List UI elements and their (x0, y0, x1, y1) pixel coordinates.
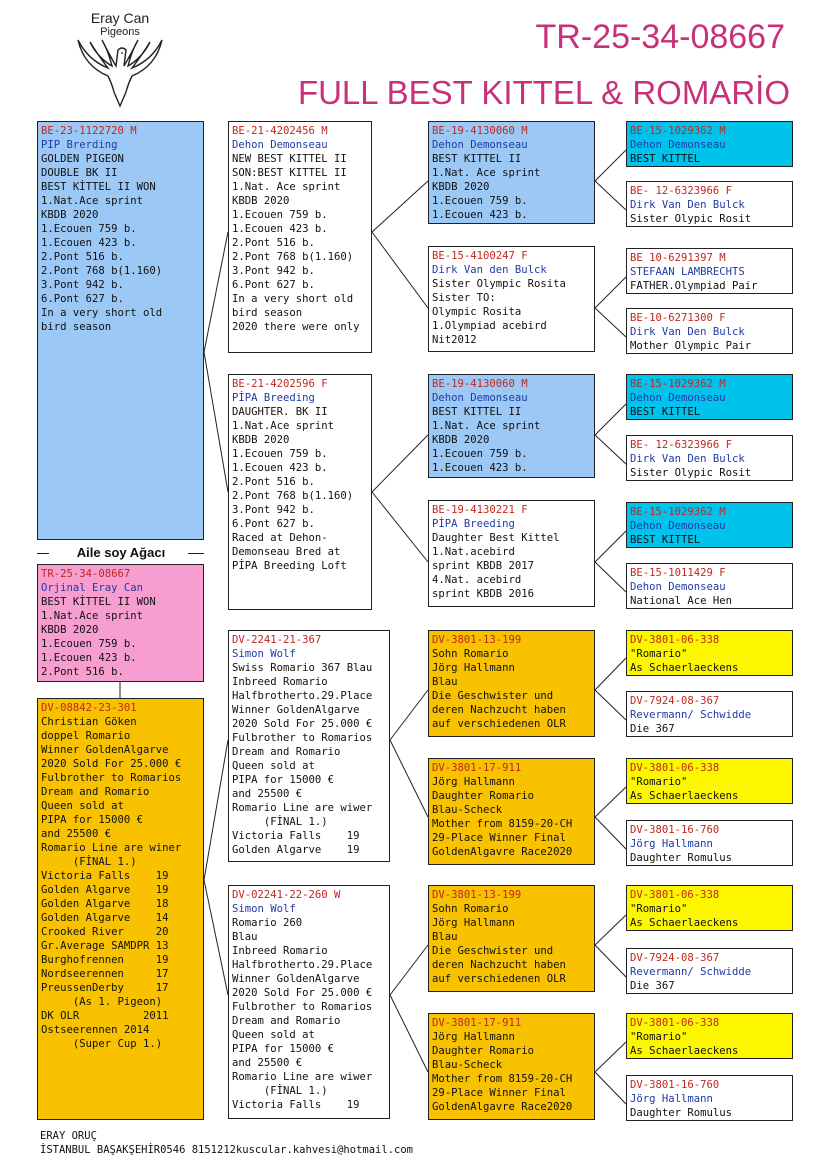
gen4-card-16 (626, 1075, 793, 1121)
gen4-card-10 (626, 691, 793, 737)
pedigree-line: 1.Ecouen 759 b. (432, 195, 528, 207)
breeder-name: Dirk Van den Bulck (432, 264, 547, 276)
footer-contact: İSTANBUL BAŞAKŞEHİR0546 8151212kuscular.kahvesi@hotmail.com (40, 1144, 413, 1156)
pedigree-line: Sister Olympic Rosita (432, 278, 566, 290)
pedigree-line: Crooked River 20 (41, 926, 169, 938)
breeder-name: Dehon Demonseau (630, 520, 726, 532)
pedigree-line: NEW BEST KITTEL II (232, 153, 347, 165)
pedigree-line: Queen sold at (41, 800, 124, 812)
pedigree-line: Inbreed Romario (232, 945, 328, 957)
pedigree-line: 1.Ecouen 759 b. (41, 638, 137, 650)
pedigree-line: Daughter Romulus (630, 1107, 733, 1119)
header-title: FULL BEST KITTEL & ROMARİO (297, 74, 790, 111)
pedigree-line: GOLDEN PIGEON (41, 153, 124, 165)
pedigree-line: 1.Ecouen 423 b. (232, 462, 328, 474)
pedigree-line: Romario Line are winer (41, 842, 182, 854)
pedigree-line: National Ace Hen (630, 595, 733, 607)
ring-number: DV-7924-08-367 (630, 952, 720, 964)
gen4-card-6 (626, 435, 793, 481)
ring-number: BE-19-4130060 M (432, 125, 528, 137)
pedigree-line: and 25500 € (41, 828, 112, 840)
pedigree-line: In a very short old (232, 293, 354, 305)
ring-number: BE-15-1011429 F (630, 567, 726, 579)
logo-line2: Pigeons (100, 26, 140, 38)
pedigree-line: 29-Place Winner Final (432, 1087, 566, 1099)
pedigree-line: KBDB 2020 (232, 434, 290, 446)
pedigree-line: 1.Nat.Ace sprint (232, 420, 335, 432)
ring-number: BE-10-6271300 F (630, 312, 726, 324)
pedigree-line: BEST KİTTEL II WON (41, 596, 156, 608)
pedigree-line: Die 367 (630, 980, 675, 992)
divider-right (188, 553, 204, 554)
pedigree-line: Die 367 (630, 723, 675, 735)
pedigree-line: PIPA for 15000 € (41, 814, 144, 826)
pedigree-line: Sister TO: (432, 292, 496, 304)
gen4-card-11 (626, 758, 793, 804)
pedigree-line: auf verschiedenen OLR (432, 973, 566, 985)
pedigree-line: Die Geschwister und (432, 945, 554, 957)
logo-line1: Eray Can (90, 10, 150, 26)
pedigree-line: Blau (232, 931, 258, 943)
pedigree-line: PIPA for 15000 € (232, 1043, 335, 1055)
pedigree-line: Demonseau Bred at (232, 546, 341, 558)
ring-number: DV-02241-22-260 W (232, 889, 341, 901)
gen4-card-13 (626, 885, 793, 931)
pedigree-line: Nordseerennen 17 (41, 968, 169, 980)
pedigree-line: Inbreed Romario (232, 676, 328, 688)
pedigree-line: Halfbrotherto.29.Place (232, 690, 373, 702)
pedigree-line: Ostseerennen 2014 (41, 1024, 150, 1036)
pedigree-line: Raced at Dehon- (232, 532, 328, 544)
pedigree-line: In a very short old (41, 307, 163, 319)
pedigree-line: sprint KBDB 2017 (432, 560, 535, 572)
pedigree-line: BEST KITTEL II (432, 153, 522, 165)
breeder-name: Revermann/ Schwidde (630, 966, 752, 978)
pedigree-line: Dream and Romario (41, 786, 150, 798)
pedigree-line: Mother Olympic Pair (630, 340, 752, 352)
pedigree-line: 1.Nat. Ace sprint (232, 181, 341, 193)
pedigree-line: Sister Olypic Rosit (630, 213, 752, 225)
pedigree-line: bird season (41, 321, 112, 333)
ring-number: BE 10-6291397 M (630, 252, 726, 264)
pedigree-line: As Schaerlaeckens (630, 790, 739, 802)
pedigree-line: Golden Algarve 14 (41, 912, 169, 924)
footer (40, 1129, 413, 1157)
breeder-name: Dirk Van Den Bulck (630, 453, 745, 465)
gen3-card-3 (428, 374, 595, 478)
pedigree-line: Golden Algarve 19 (232, 844, 360, 856)
pedigree-line: (FİNAL 1.) (232, 816, 328, 828)
gen4-card-4 (626, 308, 793, 354)
pedigree-line: 1.Ecouen 759 b. (41, 223, 137, 235)
pedigree-line: Daughter Best Kittel (432, 532, 560, 544)
pedigree-line: Sister Olypic Rosit (630, 467, 752, 479)
ring-number: BE- 12-6323966 F (630, 185, 733, 197)
pedigree-line: Victoria Falls 19 (41, 870, 169, 882)
breeder-name: STEFAAN LAMBRECHTS (630, 266, 745, 278)
pedigree-line: 2.Pont 516 b. (41, 666, 124, 678)
breeder-name: "Romario" (630, 776, 688, 788)
pedigree-line: BEST KITTEL (630, 534, 701, 546)
breeder-name: Dehon Demonseau (630, 581, 726, 593)
pedigree-line: Daughter Romario (432, 1045, 535, 1057)
gen3-card-7 (428, 885, 595, 992)
pedigree-line: 2.Pont 516 b. (232, 476, 315, 488)
pedigree-line: Daughter Romario (432, 790, 535, 802)
pedigree-line: 1.Nat.acebird (432, 546, 515, 558)
breeder-name: Revermann/ Schwidde (630, 709, 752, 721)
pedigree-line: (Super Cup 1.) (41, 1038, 163, 1050)
gen4-card-8 (626, 563, 793, 609)
pedigree-line: 3.Pont 942 b. (41, 279, 124, 291)
gen3-card-1 (428, 121, 595, 224)
pedigree-line: Queen sold at (232, 1029, 315, 1041)
pedigree-line: Mother from 8159-20-CH (432, 1073, 573, 1085)
pedigree-line: Olympic Rosita (432, 306, 522, 318)
ring-number: BE-15-1029362 M (630, 506, 726, 518)
pedigree-line: 6.Pont 627 b. (41, 293, 124, 305)
pedigree-line: Queen sold at (232, 760, 315, 772)
pedigree-line: (As 1. Pigeon) (41, 996, 163, 1008)
pedigree-line: Burghofrennen 19 (41, 954, 169, 966)
ring-number: BE- 12-6323966 F (630, 439, 733, 451)
gen4-card-1 (626, 121, 793, 167)
pedigree-line: As Schaerlaeckens (630, 917, 739, 929)
pedigree-line: KBDB 2020 (41, 624, 99, 636)
pedigree-line: Victoria Falls 19 (232, 830, 360, 842)
pedigree-line: 1.Nat. Ace sprint (432, 420, 541, 432)
breeder-name: Simon Wolf (232, 903, 296, 915)
pedigree-line: PİPA Breeding Loft (232, 560, 347, 572)
ring-number: DV-3801-13-199 (432, 889, 522, 901)
pedigree-line: 2.Pont 768 b(1.160) (41, 265, 163, 277)
pedigree-line: 6.Pont 627 b. (232, 518, 315, 530)
gen4-card-15 (626, 1013, 793, 1059)
breeder-name: Dehon Demonseau (232, 139, 328, 151)
ring-number: DV-08842-23-301 (41, 702, 137, 714)
pedigree-line: Jörg Hallmann (432, 917, 515, 929)
pedigree-line: BEST KITTEL (630, 153, 701, 165)
pedigree-line: Dream and Romario (232, 1015, 341, 1027)
gen4-card-2 (626, 181, 793, 227)
pedigree-line: 2.Pont 516 b. (232, 237, 315, 249)
pedigree-line: Gr.Average SAMDPR 13 (41, 940, 169, 952)
gen4-card-7 (626, 502, 793, 548)
breeder-name: Simon Wolf (232, 648, 296, 660)
pedigree-line: 1.Ecouen 759 b. (432, 448, 528, 460)
pedigree-line: 2020 Sold For 25.000 € (41, 758, 182, 770)
breeder-name: Sohn Romario (432, 903, 509, 915)
ring-number: DV-3801-06-338 (630, 762, 720, 774)
gen4-card-12 (626, 820, 793, 866)
pedigree-line: 2.Pont 768 b(1.160) (232, 490, 354, 502)
pedigree-line: Swiss Romario 367 Blau (232, 662, 373, 674)
pedigree-line: deren Nachzucht haben (432, 959, 566, 971)
breeder-name: Dehon Demonseau (630, 139, 726, 151)
pedigree-line: DOUBLE BK II (41, 167, 118, 179)
pedigree-line: As Schaerlaeckens (630, 1045, 739, 1057)
pedigree-line: Blau (432, 676, 458, 688)
pedigree-line: 1.Ecouen 759 b. (232, 448, 328, 460)
pedigree-line: Blau-Scheck (432, 804, 503, 816)
gen4-card-5 (626, 374, 793, 420)
pedigree-line: Dream and Romario (232, 746, 341, 758)
pedigree-line: 1.Olympiad acebird (432, 320, 547, 332)
pedigree-line: 1.Nat. Ace sprint (432, 167, 541, 179)
breeder-name: Jörg Hallmann (432, 776, 515, 788)
breeder-name: Orjinal Eray Can (41, 582, 144, 594)
pedigree-line: As Schaerlaeckens (630, 662, 739, 674)
gen3-card-2 (428, 246, 595, 352)
breeder-name: Jörg Hallmann (630, 838, 713, 850)
dam-sire-card (228, 630, 390, 862)
pedigree-line: Golden Algarve 18 (41, 898, 169, 910)
gen3-card-4 (428, 500, 595, 607)
gen4-card-14 (626, 948, 793, 994)
pedigree-line: Jörg Hallmann (432, 662, 515, 674)
pedigree-line: GoldenAlgavre Race2020 (432, 1101, 573, 1113)
breeder-name: Jörg Hallmann (432, 1031, 515, 1043)
ring-number: BE-15-1029362 M (630, 125, 726, 137)
pedigree-line: GoldenAlgavre Race2020 (432, 846, 573, 858)
pedigree-line: 1.Ecouen 423 b. (232, 223, 328, 235)
breeder-name: "Romario" (630, 903, 688, 915)
ring-number: DV-3801-17-911 (432, 762, 522, 774)
pedigree-line: 29-Place Winner Final (432, 832, 566, 844)
ring-number: DV-3801-06-338 (630, 1017, 720, 1029)
sire-card (37, 121, 204, 540)
breeder-name: Dehon Demonseau (432, 139, 528, 151)
ring-number: BE-15-1029362 M (630, 378, 726, 390)
pedigree-line: 4.Nat. acebird (432, 574, 522, 586)
dam-dam-card (228, 885, 390, 1119)
pedigree-line: Victoria Falls 19 (232, 1099, 360, 1111)
pedigree-line: doppel Romario (41, 730, 131, 742)
ring-number: DV-3801-13-199 (432, 634, 522, 646)
pedigree-line: SON:BEST KITTEL II (232, 167, 347, 179)
pedigree-line: 2020 Sold For 25.000 € (232, 718, 373, 730)
family-tree-label: Aile soy Ağacı (76, 545, 166, 560)
pedigree-line: Halfbrotherto.29.Place (232, 959, 373, 971)
ring-number: DV-3801-06-338 (630, 889, 720, 901)
breeder-name: PİPA Breeding (232, 392, 315, 404)
pedigree-line: Blau (432, 931, 458, 943)
ring-number: BE-23-1122720 M (41, 125, 137, 137)
pedigree-line: KBDB 2020 (432, 434, 490, 446)
ring-number: BE-21-4202596 F (232, 378, 328, 390)
pedigree-line: 1.Ecouen 423 b. (41, 652, 137, 664)
ring-number: BE-21-4202456 M (232, 125, 328, 137)
pedigree-line: Fulbrother to Romarios (232, 1001, 373, 1013)
breeder-name: "Romario" (630, 1031, 688, 1043)
breeder-name: Dirk Van Den Bulck (630, 199, 745, 211)
pedigree-line: bird season (232, 307, 303, 319)
pedigree-line: PIPA for 15000 € (232, 774, 335, 786)
pedigree-line: Blau-Scheck (432, 1059, 503, 1071)
pedigree-line: FATHER.Olympiad Pair (630, 280, 758, 292)
ring-number: TR-25-34-08667 (41, 568, 131, 580)
pedigree-line: 1.Nat.Ace sprint (41, 610, 144, 622)
pedigree-line: Winner GoldenAlgarve (41, 744, 169, 756)
gen4-card-9 (626, 630, 793, 676)
pedigree-line: 3.Pont 942 b. (232, 504, 315, 516)
pedigree-line: Die Geschwister und (432, 690, 554, 702)
pedigree-line: DK OLR 2011 (41, 1010, 169, 1022)
ring-number: DV-7924-08-367 (630, 695, 720, 707)
pedigree-line: 1.Nat.Ace sprint (41, 195, 144, 207)
pedigree-line: BEST KITTEL II (432, 406, 522, 418)
gen3-card-8 (428, 1013, 595, 1120)
pedigree-line: auf verschiedenen OLR (432, 718, 566, 730)
pedigree-line: 1.Ecouen 423 b. (41, 237, 137, 249)
pedigree-line: 1.Ecouen 423 b. (432, 209, 528, 221)
pedigree-line: Nit2012 (432, 334, 477, 346)
pedigree-line: BEST KITTEL (630, 406, 701, 418)
pedigree-line: Winner GoldenAlgarve (232, 704, 360, 716)
subject-card (37, 564, 204, 682)
pedigree-line: KBDB 2020 (432, 181, 490, 193)
pedigree-line: KBDB 2020 (232, 195, 290, 207)
sire-sire-card (228, 121, 372, 353)
pedigree-line: 2.Pont 516 b. (41, 251, 124, 263)
pedigree-line: 6.Pont 627 b. (232, 279, 315, 291)
pedigree-line: Romario 260 (232, 917, 303, 929)
pedigree-line: Romario Line are wiwer (232, 1071, 373, 1083)
breeder-name: PİPA Breeding (432, 518, 515, 530)
ring-number: BE-19-4130221 F (432, 504, 528, 516)
pedigree-line: Winner GoldenAlgarve (232, 973, 360, 985)
ring-number: DV-3801-16-760 (630, 1079, 720, 1091)
ring-number: DV-3801-16-760 (630, 824, 720, 836)
gen3-card-5 (428, 630, 595, 737)
pedigree-line: and 25500 € (232, 788, 303, 800)
pedigree-line: Daughter Romulus (630, 852, 733, 864)
pedigree-line: and 25500 € (232, 1057, 303, 1069)
pedigree-line: Fulbrother to Romarios (232, 732, 373, 744)
sire-dam-card (228, 374, 372, 610)
ring-number: BE-19-4130060 M (432, 378, 528, 390)
pedigree-line: Fulbrother to Romarios (41, 772, 182, 784)
pedigree-line: 3.Pont 942 b. (232, 265, 315, 277)
header-ring-number: TR-25-34-08667 (535, 18, 785, 56)
breeder-name: Dirk Van Den Bulck (630, 326, 745, 338)
pedigree-line: DAUGHTER. BK II (232, 406, 328, 418)
pedigree-line: Golden Algarve 19 (41, 884, 169, 896)
ring-number: DV-3801-17-911 (432, 1017, 522, 1029)
breeder-name: "Romario" (630, 648, 688, 660)
pedigree-line: deren Nachzucht haben (432, 704, 566, 716)
pedigree-line: (FİNAL 1.) (41, 856, 137, 868)
pedigree-line: sprint KBDB 2016 (432, 588, 535, 600)
pedigree-line: 2020 there were only (232, 321, 360, 333)
pedigree-line: (FİNAL 1.) (232, 1085, 328, 1097)
breeder-name: Dehon Demonseau (432, 392, 528, 404)
gen3-card-6 (428, 758, 595, 865)
pedigree-line: KBDB 2020 (41, 209, 99, 221)
breeder-name: Christian Göken (41, 716, 137, 728)
dam-card (37, 698, 204, 1120)
breeder-name: Jörg Hallmann (630, 1093, 713, 1105)
pedigree-line: BEST KİTTEL II WON (41, 181, 156, 193)
breeder-name: PIP Brerding (41, 139, 118, 151)
pedigree-line: 1.Ecouen 759 b. (232, 209, 328, 221)
pedigree-line: Romario Line are wiwer (232, 802, 373, 814)
breeder-name: Sohn Romario (432, 648, 509, 660)
pedigree-line: 2020 Sold For 25.000 € (232, 987, 373, 999)
gen4-card-3 (626, 248, 793, 294)
breeder-name: Dehon Demonseau (630, 392, 726, 404)
pedigree-line: 1.Ecouen 423 b. (432, 462, 528, 474)
ring-number: DV-2241-21-367 (232, 634, 322, 646)
pedigree-line: PreussenDerby 17 (41, 982, 169, 994)
ring-number: DV-3801-06-338 (630, 634, 720, 646)
ring-number: BE-15-4100247 F (432, 250, 528, 262)
pedigree-line: Mother from 8159-20-CH (432, 818, 573, 830)
pedigree-line: 2.Pont 768 b(1.160) (232, 251, 354, 263)
footer-name: ERAY ORUÇ (40, 1130, 97, 1142)
